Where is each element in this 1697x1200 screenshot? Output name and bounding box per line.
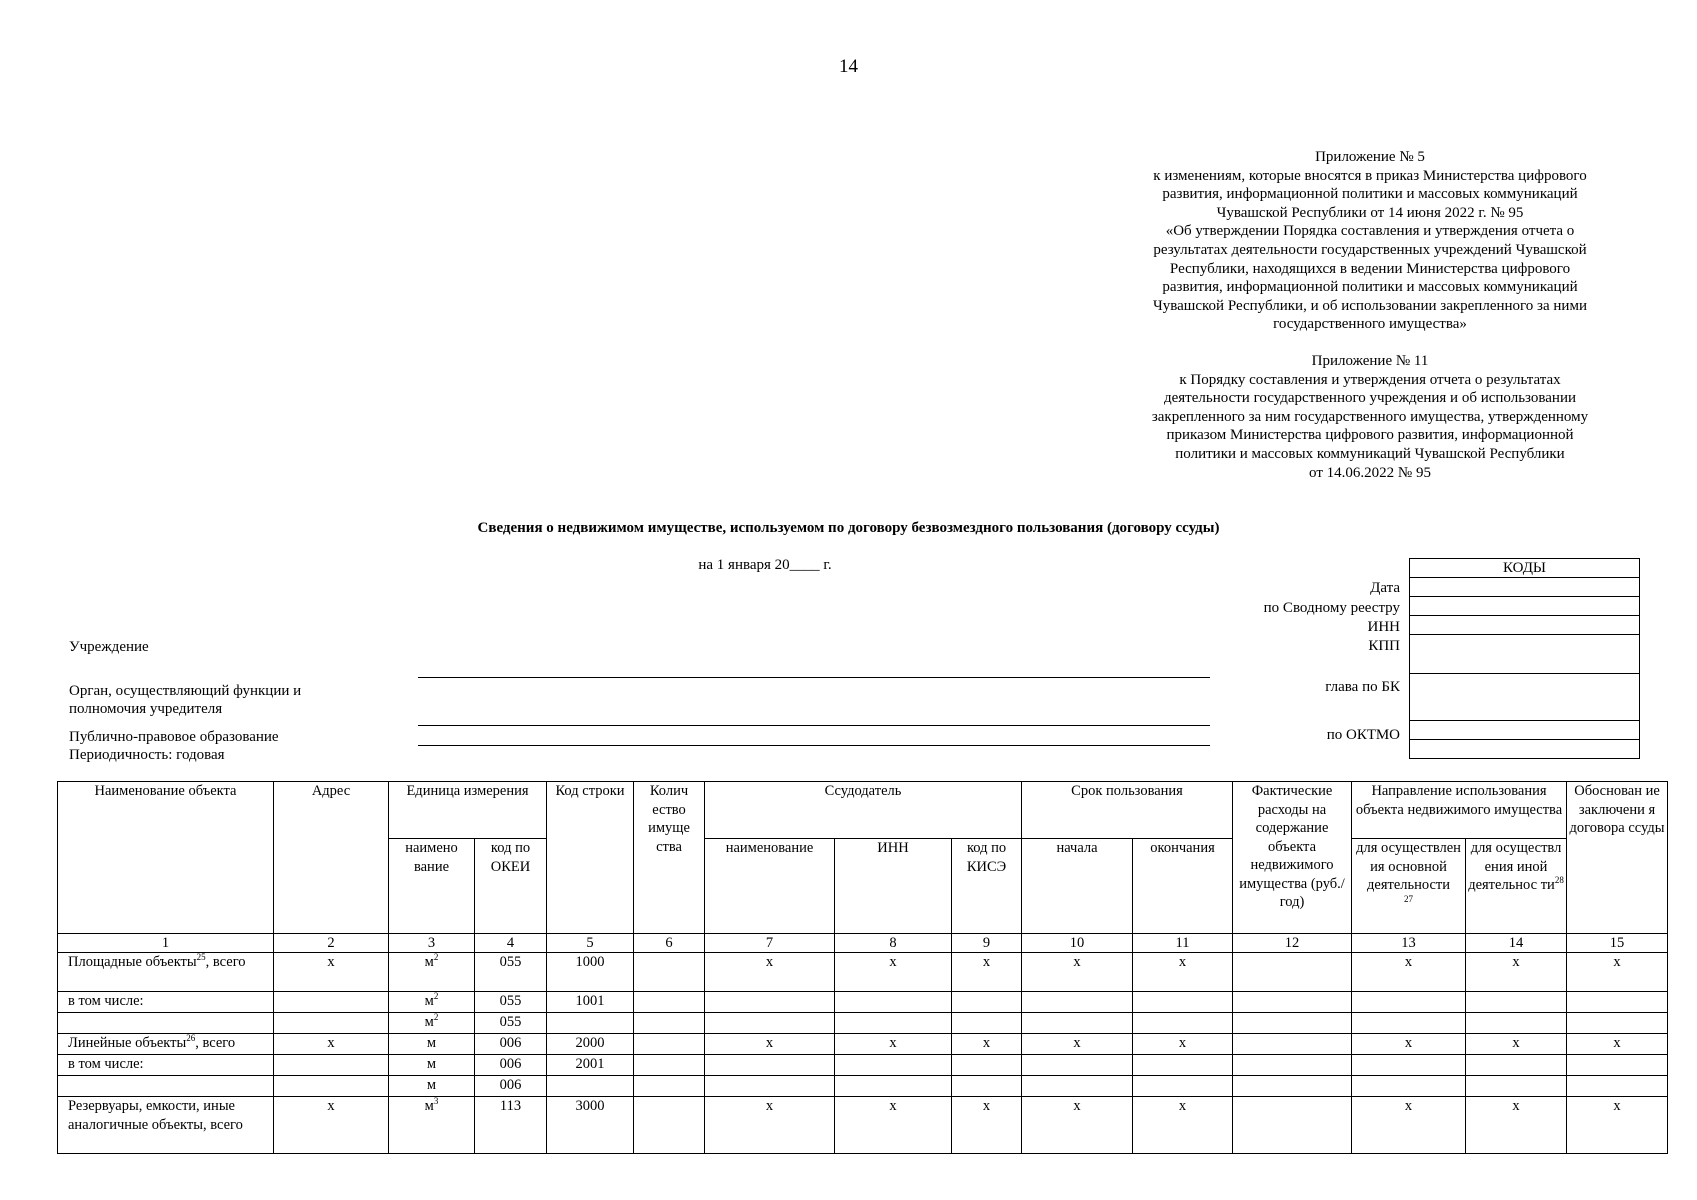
object-name-suffix: , всего (205, 954, 246, 970)
cell-d1[interactable]: х (1352, 1034, 1466, 1055)
header-term: Срок пользования (1022, 782, 1233, 839)
unit-exponent: 3 (433, 1096, 439, 1107)
cell-unit[interactable] (389, 953, 475, 992)
object-name-text: Резервуары, емкости, иные аналогичные объекты, всего (68, 1098, 243, 1133)
cell-linn[interactable]: х (835, 1097, 952, 1154)
cell-lname[interactable] (705, 1076, 835, 1097)
column-number: 14 (1466, 934, 1567, 953)
cell-d2[interactable] (1466, 1076, 1567, 1097)
cell-d2[interactable]: х (1466, 1034, 1567, 1055)
codes-registry-label: по Сводному реестру (1263, 600, 1400, 616)
table-row (58, 953, 1668, 992)
cell-r[interactable]: х (1567, 1034, 1668, 1055)
cell-object-name[interactable] (58, 1034, 274, 1055)
document-title: Сведения о недвижимом имуществе, используемом по договору безвозмездного пользования (договору ссуды) (477, 520, 1220, 536)
cell-okei[interactable]: 006 (475, 1055, 547, 1076)
column-number: 8 (835, 934, 952, 953)
appendix-line: Чувашской Республики, и об использовании закрепленного за ними (1153, 297, 1587, 314)
appendix-11-block (1120, 352, 1620, 482)
cell-d1[interactable]: х (1352, 1097, 1466, 1154)
cell-r[interactable]: х (1567, 1097, 1668, 1154)
cell-start[interactable]: х (1022, 953, 1133, 992)
cell-end[interactable]: х (1133, 1097, 1233, 1154)
codes-kpp-cell[interactable] (1410, 635, 1640, 674)
cell-qty[interactable] (634, 1013, 705, 1034)
codes-inn-label: ИНН (1367, 619, 1400, 635)
cell-end[interactable]: х (1133, 953, 1233, 992)
cell-okei[interactable]: 055 (475, 1013, 547, 1034)
column-number: 15 (1567, 934, 1668, 953)
cell-start[interactable] (1022, 992, 1133, 1013)
cell-qty[interactable] (634, 1055, 705, 1076)
object-name-text: в том числе: (68, 1056, 144, 1072)
cell-lkise[interactable] (952, 1013, 1022, 1034)
appendix-line: к изменениям, которые вносятся в приказ Министерства цифрового (1153, 167, 1587, 184)
cell-object-name[interactable] (58, 992, 274, 1013)
codes-header: КОДЫ (1410, 559, 1640, 578)
cell-linn[interactable] (835, 1013, 952, 1034)
cell-end[interactable] (1133, 1055, 1233, 1076)
cell-lname[interactable] (705, 1013, 835, 1034)
codes-extra-cell[interactable] (1410, 740, 1640, 759)
cell-d1[interactable]: х (1352, 953, 1466, 992)
table-row (58, 1097, 1668, 1154)
appendix-line: государственного имущества» (1273, 316, 1467, 333)
cell-unit[interactable] (389, 1097, 475, 1154)
cell-exp[interactable] (1233, 992, 1352, 1013)
cell-r[interactable] (1567, 1013, 1668, 1034)
unit-text: м (426, 1035, 437, 1051)
cell-lname[interactable]: х (705, 1097, 835, 1154)
cell-code[interactable]: 3000 (547, 1097, 634, 1154)
appendix-line: закрепленного за ним государственного имущества, утвержденному (1151, 408, 1589, 425)
table-row (58, 1034, 1668, 1055)
cell-address[interactable]: х (274, 1034, 389, 1055)
table-row (58, 1076, 1668, 1097)
public-entity-label: Публично-правовое образование (69, 729, 279, 745)
founder-label-line-2: полномочия учредителя (69, 701, 223, 717)
appendix-line: Приложение № 11 (1311, 353, 1429, 369)
cell-qty[interactable] (634, 953, 705, 992)
cell-exp[interactable] (1233, 953, 1352, 992)
institution-label: Учреждение (69, 639, 149, 655)
column-number: 13 (1352, 934, 1466, 953)
table-body (58, 953, 1668, 1154)
appendix-line: политики и массовых коммуникаций Чувашской Республики (1175, 445, 1565, 462)
cell-end[interactable]: х (1133, 1034, 1233, 1055)
header-reason: Обоснован ие заключени я договора ссуды (1567, 782, 1668, 934)
cell-d1[interactable] (1352, 1013, 1466, 1034)
column-number: 6 (634, 934, 705, 953)
cell-linn[interactable] (835, 1055, 952, 1076)
cell-okei[interactable]: 055 (475, 992, 547, 1013)
column-number: 10 (1022, 934, 1133, 953)
column-number: 3 (389, 934, 475, 953)
cell-linn[interactable]: х (835, 953, 952, 992)
codes-oktmo-cell[interactable] (1410, 721, 1640, 740)
cell-lname[interactable]: х (705, 953, 835, 992)
codes-date-label: Дата (1370, 580, 1400, 596)
cell-linn[interactable] (835, 992, 952, 1013)
founder-label-line-1: Орган, осуществляющий функции и (69, 683, 302, 699)
cell-okei[interactable]: 113 (475, 1097, 547, 1154)
appendix-line: приказом Министерства цифрового развития, информационной (1166, 427, 1574, 444)
codes-oktmo-label: по ОКТМО (1326, 727, 1400, 743)
unit-text: м (424, 993, 434, 1009)
object-name-text: Площадные объекты (68, 954, 197, 970)
header-term-start: начала (1022, 839, 1133, 934)
cell-lkise[interactable]: х (952, 1034, 1022, 1055)
codes-date-cell[interactable] (1410, 578, 1640, 597)
cell-code[interactable] (547, 1076, 634, 1097)
object-name-footnote: 25 (196, 952, 206, 963)
cell-r[interactable]: х (1567, 953, 1668, 992)
cell-d2[interactable]: х (1466, 953, 1567, 992)
column-number: 12 (1233, 934, 1352, 953)
header-line-code: Код строки (547, 782, 634, 934)
appendix-line: развития, информационной политики и массовых коммуникаций (1162, 186, 1578, 203)
header-direction-main: для осуществлен ия основной деятельности $^{27}$ (1352, 839, 1466, 934)
appendix-line: «Об утверждении Порядка составления и утверждения отчета о (1165, 223, 1575, 240)
cell-lkise[interactable]: х (952, 1097, 1022, 1154)
column-numbers-row (58, 934, 1668, 953)
object-name-text: в том числе: (68, 993, 144, 1009)
cell-d2[interactable] (1466, 1055, 1567, 1076)
cell-unit[interactable] (389, 1034, 475, 1055)
cell-address[interactable] (274, 1076, 389, 1097)
cell-linn[interactable]: х (835, 1034, 952, 1055)
header-unit-name: наимено вание (389, 839, 475, 934)
object-name-footnote: 26 (186, 1033, 196, 1044)
column-number: 7 (705, 934, 835, 953)
appendix-5-block (1120, 148, 1620, 334)
appendix-line: деятельности государственного учреждения и об использовании (1163, 390, 1577, 407)
header-direction-other: для осуществл ения иной деятельнос $ти^{28}$ (1466, 839, 1567, 934)
cell-start[interactable] (1022, 1055, 1133, 1076)
unit-text: м (424, 1098, 434, 1114)
header-lender-name: наименование (705, 839, 835, 934)
cell-object-name[interactable] (58, 1055, 274, 1076)
appendix-line: от 14.06.2022 № 95 (1309, 464, 1431, 481)
codes-table (1409, 558, 1640, 759)
column-number: 2 (274, 934, 389, 953)
header-unit: Единица измерения (389, 782, 547, 839)
cell-linn[interactable] (835, 1076, 952, 1097)
cell-exp[interactable] (1233, 1055, 1352, 1076)
cell-object-name[interactable] (58, 1076, 274, 1097)
cell-r[interactable] (1567, 992, 1668, 1013)
periodicity-label: Периодичность: годовая (69, 747, 225, 763)
cell-lname[interactable] (705, 1055, 835, 1076)
cell-qty[interactable] (634, 1034, 705, 1055)
cell-start[interactable] (1022, 1076, 1133, 1097)
cell-unit[interactable] (389, 992, 475, 1013)
cell-lkise[interactable] (952, 992, 1022, 1013)
cell-start[interactable]: х (1022, 1034, 1133, 1055)
unit-text: м (426, 1077, 437, 1093)
cell-d2[interactable] (1466, 1013, 1567, 1034)
cell-exp[interactable] (1233, 1076, 1352, 1097)
header-object-name: Наименование объекта (58, 782, 274, 934)
cell-end[interactable] (1133, 1013, 1233, 1034)
cell-code[interactable]: 2000 (547, 1034, 634, 1055)
table-row (58, 1013, 1668, 1034)
cell-code[interactable] (547, 1013, 634, 1034)
cell-code[interactable]: 2001 (547, 1055, 634, 1076)
codes-chapter-cell[interactable] (1410, 674, 1640, 721)
cell-lkise[interactable]: х (952, 953, 1022, 992)
cell-qty[interactable] (634, 1076, 705, 1097)
cell-address[interactable]: х (274, 953, 389, 992)
cell-code[interactable]: 1000 (547, 953, 634, 992)
cell-okei[interactable]: 055 (475, 953, 547, 992)
unit-exponent: 2 (433, 991, 439, 1002)
table-row (58, 992, 1668, 1013)
cell-code[interactable]: 1001 (547, 992, 634, 1013)
cell-lname[interactable]: х (705, 1034, 835, 1055)
cell-address[interactable] (274, 1013, 389, 1034)
cell-exp[interactable] (1233, 1013, 1352, 1034)
header-expenses: Фактические расходы на содержание объекта недвижимого имущества (руб./год) (1233, 782, 1352, 934)
cell-exp[interactable] (1233, 1034, 1352, 1055)
column-number: 1 (58, 934, 274, 953)
cell-start[interactable]: х (1022, 1097, 1133, 1154)
founder-fill-line[interactable] (418, 725, 1210, 726)
cell-unit[interactable] (389, 1055, 475, 1076)
unit-exponent: 2 (433, 952, 439, 963)
cell-address[interactable]: х (274, 1097, 389, 1154)
header-direction: Направление использования объекта недвижимого имущества (1352, 782, 1567, 839)
appendix-line: Республики, находящихся в ведении Министерства цифрового (1169, 260, 1571, 277)
appendix-line: развития, информационной политики и массовых коммуникаций (1162, 279, 1578, 296)
report-date-line: на 1 января 20____ г. (698, 557, 832, 573)
cell-lkise[interactable] (952, 1076, 1022, 1097)
cell-object-name[interactable] (58, 1013, 274, 1034)
cell-unit[interactable] (389, 1013, 475, 1034)
cell-qty[interactable] (634, 1097, 705, 1154)
cell-object-name[interactable] (58, 1097, 274, 1154)
header-unit-code: код по ОКЕИ (475, 839, 547, 934)
cell-exp[interactable] (1233, 1097, 1352, 1154)
cell-d2[interactable] (1466, 992, 1567, 1013)
appendix-line: Чувашской Республики от 14 июня 2022 г. № 95 (1216, 204, 1524, 221)
column-number: 5 (547, 934, 634, 953)
header-lender: Ссудодатель (705, 782, 1022, 839)
cell-d1[interactable] (1352, 992, 1466, 1013)
institution-fill-line[interactable] (418, 677, 1210, 678)
header-term-end: окончания (1133, 839, 1233, 934)
table-row (58, 1055, 1668, 1076)
cell-unit[interactable] (389, 1076, 475, 1097)
unit-text: м (424, 954, 434, 970)
codes-registry-cell[interactable] (1410, 597, 1640, 616)
cell-okei[interactable]: 006 (475, 1076, 547, 1097)
cell-qty[interactable] (634, 992, 705, 1013)
public-entity-fill-line[interactable] (418, 745, 1210, 746)
header-quantity: Колич ество имуще ства (634, 782, 705, 934)
unit-text: м (424, 1014, 434, 1030)
cell-end[interactable] (1133, 1076, 1233, 1097)
cell-d1[interactable] (1352, 1076, 1466, 1097)
column-number: 11 (1133, 934, 1233, 953)
codes-inn-cell[interactable] (1410, 616, 1640, 635)
cell-start[interactable] (1022, 1013, 1133, 1034)
appendix-line: результатах деятельности государственных учреждений Чувашской (1153, 241, 1587, 258)
object-name-suffix: , всего (195, 1035, 236, 1051)
header-address: Адрес (274, 782, 389, 934)
codes-kpp-label: КПП (1368, 638, 1400, 654)
cell-object-name[interactable] (58, 953, 274, 992)
page-number: 14 (839, 56, 858, 77)
appendix-line: Приложение № 5 (1315, 149, 1425, 165)
unit-text: м (426, 1056, 437, 1072)
column-number: 9 (952, 934, 1022, 953)
codes-chapter-label: глава по БК (1325, 679, 1400, 695)
cell-end[interactable] (1133, 992, 1233, 1013)
cell-address[interactable] (274, 1055, 389, 1076)
cell-lname[interactable] (705, 992, 835, 1013)
appendix-line: к Порядку составления и утверждения отчета о результатах (1179, 371, 1561, 388)
cell-okei[interactable]: 006 (475, 1034, 547, 1055)
unit-exponent: 2 (433, 1012, 439, 1023)
cell-d2[interactable]: х (1466, 1097, 1567, 1154)
header-lender-inn: ИНН (835, 839, 952, 934)
cell-r[interactable] (1567, 1055, 1668, 1076)
column-number: 4 (475, 934, 547, 953)
cell-r[interactable] (1567, 1076, 1668, 1097)
object-name-text: Линейные объекты (68, 1035, 187, 1051)
cell-lkise[interactable] (952, 1055, 1022, 1076)
cell-d1[interactable] (1352, 1055, 1466, 1076)
property-table (57, 781, 1668, 1154)
header-lender-kise: код по КИСЭ (952, 839, 1022, 934)
cell-address[interactable] (274, 992, 389, 1013)
